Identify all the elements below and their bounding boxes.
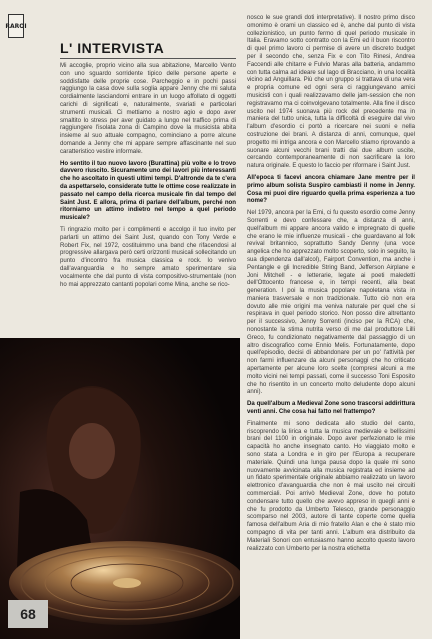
left-text-column	[60, 62, 236, 292]
artist-photo	[0, 338, 240, 639]
intro-paragraph: Mi accoglie, proprio vicino alla sua abitazione, Marcello Vento con uno sguardo sorridente tipico delle persone aperte e soddisfatte delle proprie cose. Parcheggio e in pochi passi raggiungo la casa dove sulla soglia appare Jenny che mi saluta cordialmente lasciandomi entrare in un luogo affollato di oggetti carichi di significati e, naturalmente, svariati e particolari strumenti musicali. Ci mettiamo a nostro agio e dopo aver smaltito lo stress per aver guidato a lungo nel traffico prima di raggiungere l'isolata zona di Campino dove la musicista abita insieme al suo attuale compagno, cominciano a porre alcune domande a Jenny che mi appare sempre affascinante nel suo caratteristico vestire informale.	[60, 62, 236, 155]
interview-question: Ho sentito il tuo nuovo lavoro (Burattina) più volte e lo trovo davvero riuscito. Sicuramente uno dei lavori più interessanti che ho ascoltato in questi ultimi tempi. D'altronde da te c'era da aspettarselo, considerate tutte le ottime cose realizzate in passato nel campo della ricerca musicale fin dal tempo del Saint Just. E allora, prima di parlare dell'album, perché non ritorniamo un attimo indietro nel tempo a quel periodo musicale?	[60, 159, 236, 222]
answer-paragraph: Nel 1979, ancora per la Emi, ci fu questo esordio come Jenny Sorrenti e devo confessare che, a distanza di anni, quell'album mi appare ancora valido e impregnato di quelle che erano le mie influenze musicali - che guardavano al folk revival britannico, soprattutto Sandy Denny (una voce angelica che ho apprezzato molto scoperto, solo in seguito, la sua dipendenza dall'alcol), Fairport Convention, ma anche i Pentangle e gli Incredible String Band, Jefferson Airplane e Joni Mitchell - e letterarie, legate ai poeti maledetti dell'Ottocento francese e, in tempi recenti, alla beat generation. I poi la musica popolare napoletana vista in maniera trasversale e non tradizionale. Tutto ciò non era dovuto alle mie origini ma veniva naturale per quel che si respirava in quel periodo storico. Non posso dire altrettanto per il successivo, Jenny Sorrenti (inciso per la RCA) che, nonostante la stima nutrita verso di me dal produttore Lilli Greco, fu condizionato negativamente dal passaggio di un altro discografico come Ennio Melis. Fortunatamente, dopo quell'episodio, decisi di abbandonare per un po' l'attività per non farmi influenzare da alcuni personaggi che ho criticato apertamente per alcune loro scelte (compresi alcuni a me molto vicini nei tempi passati, come il successo Toni Esposito che ho risentito in un concerto molto deludente dopo alcuni anni).	[247, 209, 415, 396]
page-number-badge	[8, 600, 48, 628]
artist-photo-illustration	[0, 338, 240, 639]
answer-paragraph: Finalmente mi sono dedicata allo studio del canto, riscoprendo la lirica e tutta la musica medievale e bellissimi brani del 1100 in originale. Dopo aver perfezionato le mie capacità ho anche insegnato canto. Ho viaggiato molto e sono stata a Londra e in giro per l'Europa a recuperare materiale. Quindi una lunga pausa dopo la quale mi sono nuovamente avvicinata alla musica registrata ed insieme ad un fidato sperimentale originale abbiamo realizzato un lavoro elettronico d'avanguardia che non è mai uscito nei circuiti commerciali. Poi arrivò Medieval Zone, dove ho potuto condensare tutto quello che avevo appreso in quegli anni e che fu prodotto da Umberto Telesco, grande personaggio scomparso nel 2003, autore di tante coperte come quella famosa dell'album Aria di mio fratello Alan e che è stato mio compagno di vita per tanti anni. L'album era distribuito da Materiali Sonori con entusiasmo hanno accolto questo lavoro realizzato con Umberto per la nostra etichetta	[247, 419, 415, 552]
interview-question: All'epoca ti facevi ancora chiamare Jane mentre per il primo album solista Suspiro cambiasti il nome in Jenny. Cosa mi puoi dire riguardo quella prima esperienza a tuo nome?	[247, 173, 415, 205]
right-text-column	[247, 14, 415, 556]
magazine-logo	[5, 14, 27, 38]
answer-paragraph: nosco le sue grandi doti interpretative). Il nostro primo disco omonimo è orami un classico ed è, anche dal punto di vista collezionistico, un punto fermo di quel periodo musicale in Italia. Eravamo sotto contratto con la Emi ed il buon riscontro di quel primo lavoro ci permise di avere un discreto budget per il secondo che, senza Fix e con Tito Rinesi, Andrea Faccendi alle chitarre e Fulvio Maras alla batteria, andammo con tutta calma ad ideare sul lago di Bracciano, in una località vicino ad Anguillara. Più che un gruppo si trattava di una vera e propria comune ed ogni sera ci raggiungevano amici musicisti con i quali realizzavamo delle jam-session che non registravamo ma ci coinvolgevano totalmente. Alla fine il disco uscito nel 1974 suonava più rock del precedente ma in maniera del tutto unica, tutta la difficoltà di eseguire dal vivo l'album d'esordio ci portò a ricercare nei suoni e nella costruzione dei brani. A distanza di anni, comunque, quel progetto mi intriga ancora e con Marcello stiamo riprovando a suonare alcuni vecchi brani tratti dai due album uscite, cercando contemporaneamente di non sacrificare la loro natura originale. E questo lo faccio per riformare i Saint Just.	[247, 14, 415, 170]
page-number: 68	[20, 606, 36, 622]
interview-question: Da quell'album a Medieval Zone sono trascorsi addirittura venti anni. Che cosa hai fatto nel frattempo?	[247, 400, 415, 416]
section-title: L' INTERVISTA	[60, 40, 165, 56]
section-title-rule	[60, 58, 236, 59]
magazine-logo-text: RAROI	[5, 22, 27, 30]
answer-paragraph: Ti ringrazio molto per i complimenti e accolgo il tuo invito per parlarti un attimo dei Saint Just, quando con Tony Verde e Robert Fix, nel 1972, costituimmo una band che rifacendosi al progressive allargava però certi orizzonti musicali sollecitando un punto d'incontro fra musica classica e rock. Io venivo dall'avanguardia e ho sempre amato sperimentare sia vocalmente che dal punto di vista compositivo-strumentale (non ho mai apprezzato cantanti popolari come Mina, anche se rico-	[60, 225, 236, 288]
